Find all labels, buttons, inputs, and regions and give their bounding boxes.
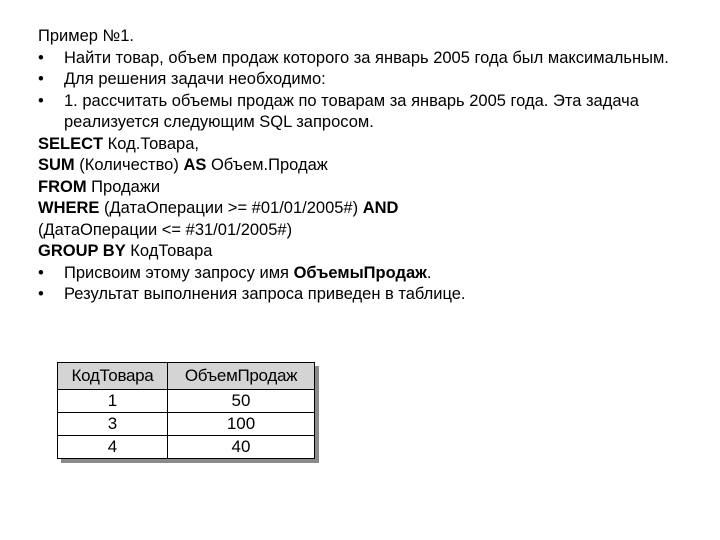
slide-text — [38, 26, 698, 306]
sql-select-rest: Код.Товара, — [103, 134, 199, 153]
sql-keyword-where: WHERE — [38, 199, 100, 217]
table-row — [58, 436, 315, 459]
sql-where-line-2: (ДатаОперации <= #31/01/2005#) — [38, 220, 293, 239]
sql-keyword-select: SELECT — [38, 134, 104, 153]
bullet-result-text: Результат выполнения запроса приведен в таблице. — [64, 285, 466, 303]
sql-sum-line — [38, 155, 698, 177]
sql-sum-mid: (Количество) — [74, 156, 184, 174]
bullet-dot: • — [38, 91, 44, 110]
sql-keyword-sum: SUM — [38, 156, 75, 174]
table-cell-product-code: 1 — [58, 390, 168, 413]
bullet-step1 — [38, 91, 698, 134]
sql-group-rest: КодТовара — [125, 242, 213, 260]
bullet-dot: • — [38, 70, 44, 88]
bullet-dot: • — [38, 48, 44, 67]
sql-group-line — [38, 241, 698, 263]
bullet-query-name-prefix: Присвоим этому запросу имя — [64, 263, 294, 282]
table-cell-sales-volume: 50 — [168, 390, 315, 413]
bullet-task-text: Найти товар, объем продаж которого за январь 2005 года был максимальным. — [64, 48, 669, 67]
bullet-solution-text: Для решения задачи необходимо: — [64, 70, 326, 88]
table-header-row — [58, 363, 315, 390]
bullet-dot: • — [38, 263, 44, 282]
bullet-step1-text: 1. рассчитать объемы продаж по товарам за январь 2005 года. Эта задача реализуется следующим SQL запросом. — [64, 91, 639, 131]
sql-from-rest: Продажи — [86, 177, 161, 196]
sql-from-line — [38, 177, 698, 199]
example-title: Пример №1. — [38, 27, 134, 45]
bullet-query-name — [38, 263, 698, 285]
sql-keyword-from: FROM — [38, 177, 87, 196]
sql-where-line — [38, 198, 698, 220]
sql-select-line — [38, 134, 698, 156]
bullet-task — [38, 48, 698, 70]
bullet-query-name-suffix: . — [426, 263, 432, 282]
table-cell-product-code: 4 — [58, 436, 168, 459]
sql-keyword-and: AND — [362, 199, 399, 217]
table-header-sales-volume: ОбъемПродаж — [168, 363, 315, 390]
sql-sum-rest: Объем.Продаж — [206, 156, 328, 174]
table-cell-sales-volume: 40 — [168, 436, 315, 459]
table-cell-sales-volume: 100 — [168, 413, 315, 436]
sql-keyword-as: AS — [183, 156, 207, 174]
table-row — [58, 390, 315, 413]
query-name: ОбъемыПродаж — [293, 263, 427, 282]
result-table — [57, 362, 315, 459]
table-cell-product-code: 3 — [58, 413, 168, 436]
sql-where-rest: (ДатаОперации >= #01/01/2005#) — [99, 199, 363, 217]
bullet-solution — [38, 69, 698, 91]
table-header-product-code: КодТовара — [58, 363, 168, 390]
sql-keyword-group-by: GROUP BY — [38, 242, 126, 260]
bullet-result — [38, 284, 698, 306]
table-row — [58, 413, 315, 436]
bullet-dot: • — [38, 285, 44, 303]
